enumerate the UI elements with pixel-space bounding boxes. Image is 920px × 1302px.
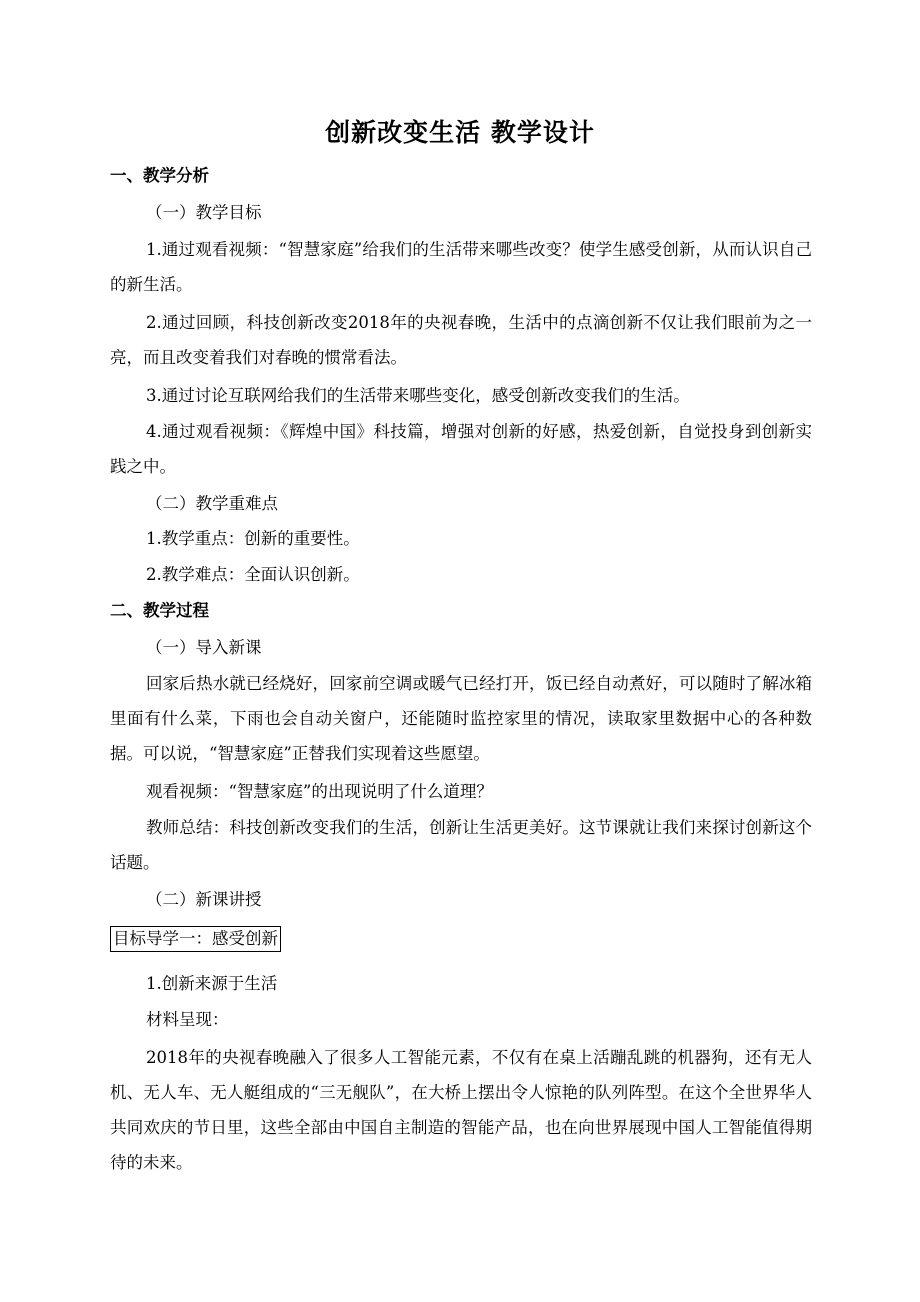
video-question: 观看视频：“智慧家庭”的出现说明了什么道理？ (146, 782, 493, 801)
section-heading-process: 二、教学过程 (110, 601, 209, 620)
subheading-teaching-goals: （一）教学目标 (146, 203, 262, 222)
intro-paragraph: 回家后热水就已经烧好，回家前空调或暖气已经打开，饭已经自动煮好，可以随时了解冰箱里面有什么菜，下雨也会自动关窗户，还能随时监控家里的情况，读取家里数据中心的各种数据。可以说，“智慧家庭”正替我们实现着这些愿望。 (110, 674, 812, 763)
goal-guide-box: 目标导学一：感受创新 (110, 926, 281, 952)
subheading-new-lesson: （二）新课讲授 (146, 890, 262, 909)
subheading-key-points: （二）教学重难点 (146, 494, 278, 513)
goal-box-container (110, 926, 812, 952)
material-paragraph: 2018年的央视春晚融入了很多人工智能元素，不仅有在桌上活蹦乱跳的机器狗，还有无人机、无人车、无人艇组成的“三无舰队”，在大桥上摆出令人惊艳的队列阵型。在这个全世界华人共同欢庆的节日里，这些全部由中国自主制造的智能产品，也在向世界展现中国人工智能值得期待的未来。 (110, 1048, 812, 1172)
page-title: 创新改变生活 教学设计 (325, 118, 595, 147)
item-innovation-source: 1.创新来源于生活 (146, 974, 278, 993)
goal-4: 4.通过观看视频：《辉煌中国》科技篇，增强对创新的好感，热爱创新，自觉投身到创新实践之中。 (110, 422, 812, 476)
goal-3: 3.通过讨论互联网给我们的生活带来哪些变化，感受创新改变我们的生活。 (146, 386, 690, 405)
goal-1: 1.通过观看视频：“智慧家庭”给我们的生活带来哪些改变？使学生感受创新，从而认识自己的新生活。 (110, 240, 812, 294)
material-label: 材料呈现： (146, 1010, 229, 1029)
subheading-introduction: （一）导入新课 (146, 638, 262, 657)
teacher-summary: 教师总结：科技创新改变我们的生活，创新让生活更美好。这节课就让我们来探讨创新这个话题。 (110, 818, 812, 872)
goal-2: 2.通过回顾，科技创新改变2018年的央视春晚，生活中的点滴创新不仅让我们眼前为之一亮，而且改变着我们对春晚的惯常看法。 (110, 313, 812, 367)
section-heading-analysis: 一、教学分析 (110, 166, 209, 185)
key-point-2: 2.教学难点：全面认识创新。 (146, 565, 360, 584)
key-point-1: 1.教学重点：创新的重要性。 (146, 529, 360, 548)
